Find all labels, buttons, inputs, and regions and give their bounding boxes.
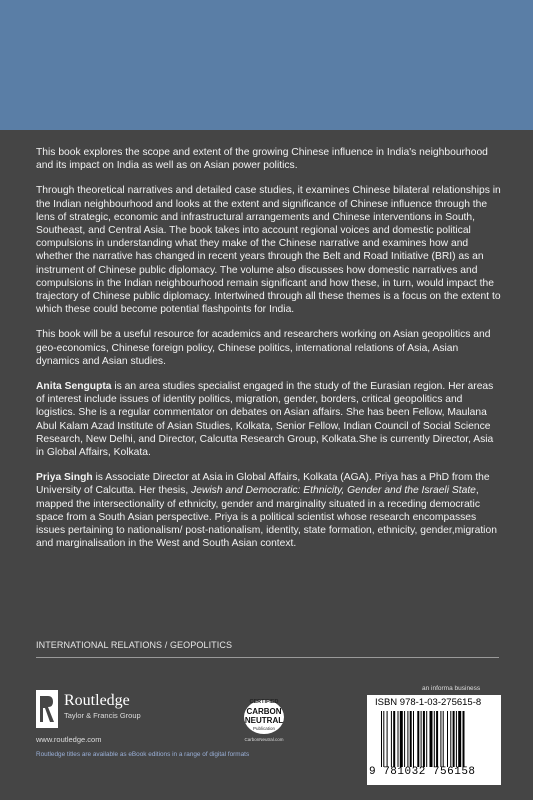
description-paragraph-2: Through theoretical narratives and detailed case studies, it examines Chinese bilateral relationships in the Indian neighbourhood and looks at the extent and significance of Chinese influence through the lens of strategic, economic and infrastructural arrangements and Chinese interventions in South, Southeast, and Central Asia. The book takes into account regional voices and domestic political compulsions in understanding what they make of the Chinese narrative and examines how and whether the narrative has changed in recent years through the Belt and Road Initiative (BRI) as an instrument of Chinese public diplomacy. The volume also discusses how domestic narratives and compulsions in the Indian neighbourhood remain significant and how these, in turn, would impact the trajectory of Chinese public diplomacy. Intertwined through all these themes is a focus on the extent to which these could become potential flashpoints for India.: [36, 185, 501, 316]
back-cover-text: [36, 146, 504, 562]
isbn-barcode: [367, 695, 501, 785]
carbon-url: CarbonNeutral.com: [244, 737, 284, 742]
author-bio-1: [36, 380, 504, 459]
cover-color-band: [0, 0, 533, 130]
author-bio-2: [36, 471, 504, 550]
isbn-text: ISBN 978-1-03-275615-8: [375, 697, 482, 708]
description-paragraph-3: This book will be a useful resource for academics and researchers working on Asian geopolitics and geo-economics, Chinese foreign policy, Chinese politics, international relations of Asia, Asian dynamics and Asian studies.: [36, 329, 491, 367]
barcode-bars: [381, 711, 493, 767]
subject-category: INTERNATIONAL RELATIONS / GEOPOLITICS: [36, 640, 233, 650]
carbon-main-1: CARBON: [246, 707, 282, 716]
thesis-title: Jewish and Democratic: Ethnicity, Gender and the Israeli State: [191, 485, 476, 497]
author-bio-text: is an area studies specialist engaged in the study of the Eurasian region. Her areas of interest include issues of identity politics, migration, gender, borders, critical geopolitics and logistics. She is a regular commentator on debates on Asian affairs. She has been Fellow, Maulana Abul Kalam Azad Institute of Asian Studies, Kolkata, Senior Fellow, Indian Council of Social Science Research, New Delhi, and Director, Calcutta Research Group, Kolkata.She is currently Director, Asia in Global Affairs, Kolkata.: [36, 381, 494, 459]
carbon-top: CERTIFIED: [249, 699, 279, 705]
author-name: Anita Sengupta: [36, 381, 112, 393]
publisher-group: Taylor & Francis Group: [64, 711, 141, 720]
publisher-website: www.routledge.com: [36, 735, 102, 744]
publisher-brand: [64, 692, 141, 720]
ean-digits: 9 781032 756158: [369, 766, 476, 778]
publisher-name: Routledge: [64, 692, 130, 709]
carbon-bottom: Publication: [252, 726, 276, 731]
carbon-neutral-badge-icon: [235, 694, 293, 744]
ebook-note: Routledge titles are available as eBook editions in a range of digital formats: [36, 751, 250, 758]
author-bio-text: , mapped the intersectionality of ethnicity, gender and marginality situated in a receding democratic space from a South Asian perspective. Priya is a political scientist whose research encompasses issues pertaining to nationalism/ post-nationalism, identity, state formation, ethnicity, gender,migration and marginalisation in the West and South Asian context.: [36, 485, 497, 550]
author-bio-text: is Associate Director at Asia in Global Affairs, Kolkata (AGA). Priya has a PhD from the University of Calcutta. Her thesis,: [36, 472, 490, 497]
routledge-logo-icon: [36, 690, 58, 728]
divider: [36, 657, 499, 658]
author-name: Priya Singh: [36, 472, 93, 484]
carbon-main-2: NEUTRAL: [244, 716, 284, 725]
description-paragraph-1: This book explores the scope and extent of the growing Chinese influence in India's neighbourhood and its impact on India as well as on Asian power politics.: [36, 147, 488, 172]
informa-business: an informa business: [422, 685, 481, 692]
